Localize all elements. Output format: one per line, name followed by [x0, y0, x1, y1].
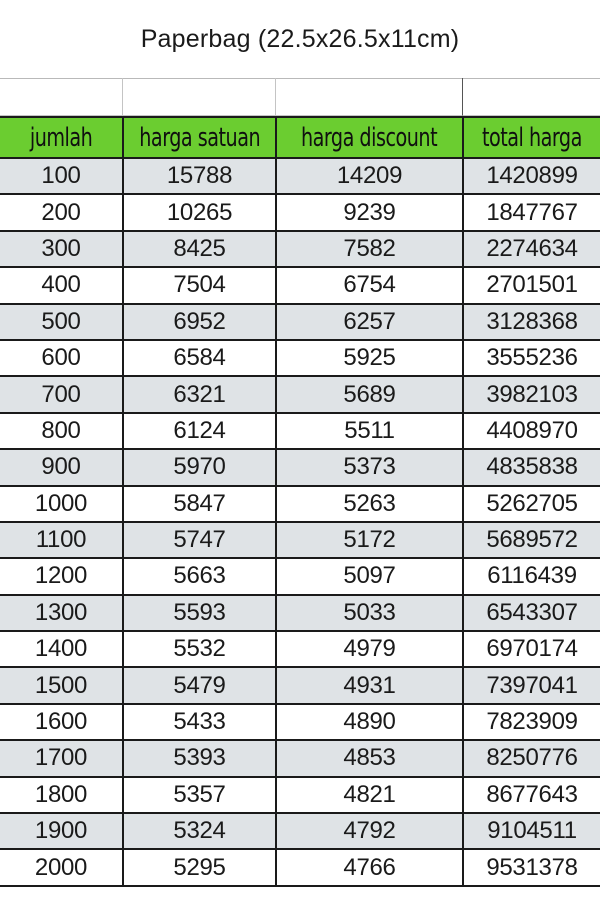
- cell-total-harga: 3128368: [463, 304, 600, 340]
- cell-harga-satuan: 5324: [123, 813, 276, 849]
- table-row: [0, 486, 600, 522]
- cell-harga-satuan: 6952: [123, 304, 276, 340]
- cell-total-harga: 2701501: [463, 267, 600, 303]
- cell-harga-satuan: 5479: [123, 667, 276, 703]
- cell-jumlah: 1600: [0, 704, 123, 740]
- cell-total-harga: 3982103: [463, 376, 600, 412]
- cell-harga-discount: 4931: [276, 667, 463, 703]
- cell-harga-discount: 4890: [276, 704, 463, 740]
- table-row: [0, 595, 600, 631]
- header-jumlah: jumlah: [0, 117, 123, 158]
- cell-harga-satuan: 5747: [123, 522, 276, 558]
- table-row: [0, 340, 600, 376]
- table-row: [0, 704, 600, 740]
- cell-harga-satuan: 5532: [123, 631, 276, 667]
- cell-harga-satuan: 10265: [123, 194, 276, 230]
- cell-jumlah: 1300: [0, 595, 123, 631]
- cell-jumlah: 1900: [0, 813, 123, 849]
- price-table: [0, 116, 600, 887]
- cell-total-harga: 9104511: [463, 813, 600, 849]
- cell-total-harga: 6970174: [463, 631, 600, 667]
- header-total-harga: total harga: [463, 117, 600, 158]
- table-title: Paperbag (22.5x26.5x11cm): [140, 24, 460, 53]
- cell-harga-discount: 6754: [276, 267, 463, 303]
- cell-harga-satuan: 15788: [123, 158, 276, 194]
- cell-jumlah: 800: [0, 413, 123, 449]
- cell-total-harga: 8250776: [463, 740, 600, 776]
- cell-harga-discount: 4766: [276, 849, 463, 885]
- table-row: [0, 631, 600, 667]
- cell-harga-discount: 14209: [276, 158, 463, 194]
- table-row: [0, 777, 600, 813]
- cell-harga-discount: 5172: [276, 522, 463, 558]
- cell-harga-satuan: 5393: [123, 740, 276, 776]
- table-row: [0, 667, 600, 703]
- cell-total-harga: 6543307: [463, 595, 600, 631]
- cell-harga-discount: 4979: [276, 631, 463, 667]
- cell-harga-satuan: 5593: [123, 595, 276, 631]
- cell-jumlah: 1500: [0, 667, 123, 703]
- cell-harga-satuan: 5295: [123, 849, 276, 885]
- cell-jumlah: 1000: [0, 486, 123, 522]
- empty-cell: [0, 78, 123, 116]
- cell-jumlah: 200: [0, 194, 123, 230]
- empty-cell: [276, 78, 463, 116]
- cell-total-harga: 1847767: [463, 194, 600, 230]
- cell-total-harga: 2274634: [463, 231, 600, 267]
- empty-cell: [123, 78, 276, 116]
- cell-harga-discount: 4821: [276, 777, 463, 813]
- table-row: [0, 813, 600, 849]
- cell-total-harga: 7397041: [463, 667, 600, 703]
- cell-jumlah: 1100: [0, 522, 123, 558]
- cell-jumlah: 1200: [0, 558, 123, 594]
- empty-row: [0, 78, 600, 116]
- cell-jumlah: 1800: [0, 777, 123, 813]
- cell-jumlah: 2000: [0, 849, 123, 885]
- table-row: [0, 558, 600, 594]
- table-row: [0, 449, 600, 485]
- table-row: [0, 267, 600, 303]
- title-block: [0, 0, 600, 79]
- cell-jumlah: 1400: [0, 631, 123, 667]
- cell-harga-satuan: 5433: [123, 704, 276, 740]
- cell-harga-satuan: 7504: [123, 267, 276, 303]
- cell-harga-satuan: 8425: [123, 231, 276, 267]
- header-harga-discount: harga discount: [276, 117, 463, 158]
- table-row: [0, 158, 600, 194]
- cell-harga-satuan: 5847: [123, 486, 276, 522]
- cell-harga-satuan: 6584: [123, 340, 276, 376]
- cell-harga-satuan: 5357: [123, 777, 276, 813]
- table-row: [0, 849, 600, 885]
- cell-jumlah: 600: [0, 340, 123, 376]
- table-body: [0, 158, 600, 886]
- cell-total-harga: 3555236: [463, 340, 600, 376]
- table-row: [0, 376, 600, 412]
- cell-harga-discount: 4792: [276, 813, 463, 849]
- table-row: [0, 522, 600, 558]
- table-row: [0, 740, 600, 776]
- cell-harga-discount: 5925: [276, 340, 463, 376]
- cell-harga-satuan: 6124: [123, 413, 276, 449]
- cell-jumlah: 100: [0, 158, 123, 194]
- cell-total-harga: 5689572: [463, 522, 600, 558]
- cell-harga-satuan: 5663: [123, 558, 276, 594]
- cell-harga-discount: 5033: [276, 595, 463, 631]
- cell-total-harga: 1420899: [463, 158, 600, 194]
- cell-harga-discount: 5263: [276, 486, 463, 522]
- cell-total-harga: 9531378: [463, 849, 600, 885]
- cell-jumlah: 700: [0, 376, 123, 412]
- cell-total-harga: 6116439: [463, 558, 600, 594]
- cell-jumlah: 900: [0, 449, 123, 485]
- cell-harga-discount: 9239: [276, 194, 463, 230]
- table-row: [0, 194, 600, 230]
- cell-harga-discount: 5373: [276, 449, 463, 485]
- header-row: [0, 117, 600, 158]
- cell-harga-discount: 6257: [276, 304, 463, 340]
- table-row: [0, 413, 600, 449]
- cell-jumlah: 1700: [0, 740, 123, 776]
- cell-harga-discount: 5511: [276, 413, 463, 449]
- cell-harga-discount: 5097: [276, 558, 463, 594]
- cell-jumlah: 500: [0, 304, 123, 340]
- cell-total-harga: 5262705: [463, 486, 600, 522]
- cell-harga-discount: 4853: [276, 740, 463, 776]
- cell-harga-discount: 5689: [276, 376, 463, 412]
- table-row: [0, 231, 600, 267]
- cell-total-harga: 4408970: [463, 413, 600, 449]
- header-harga-satuan: harga satuan: [123, 117, 276, 158]
- cell-total-harga: 7823909: [463, 704, 600, 740]
- table-row: [0, 304, 600, 340]
- empty-cell: [463, 78, 600, 116]
- cell-harga-discount: 7582: [276, 231, 463, 267]
- cell-harga-satuan: 6321: [123, 376, 276, 412]
- cell-jumlah: 400: [0, 267, 123, 303]
- cell-jumlah: 300: [0, 231, 123, 267]
- cell-harga-satuan: 5970: [123, 449, 276, 485]
- cell-total-harga: 8677643: [463, 777, 600, 813]
- cell-total-harga: 4835838: [463, 449, 600, 485]
